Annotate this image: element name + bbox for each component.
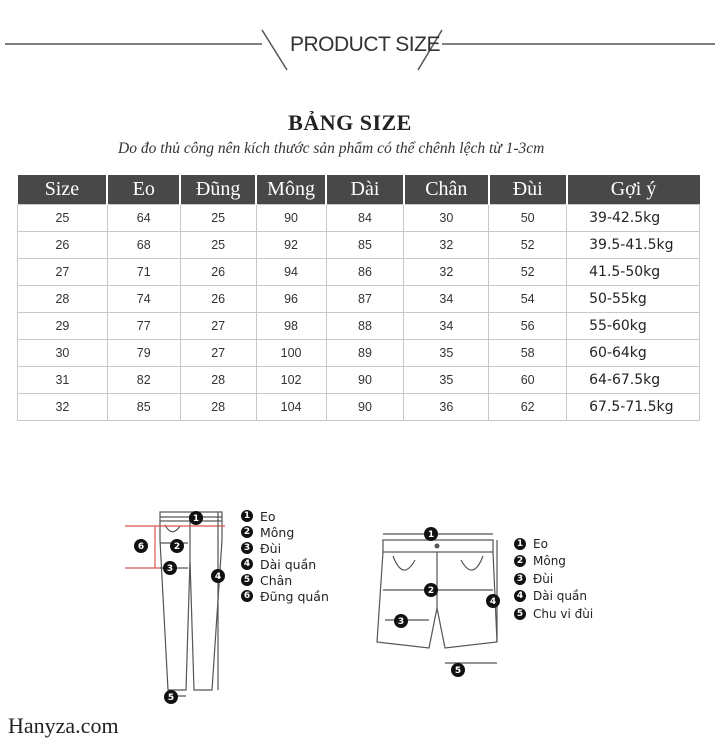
table-cell: 90 — [326, 394, 404, 421]
table-cell: 36 — [404, 394, 489, 421]
table-cell: 27 — [180, 340, 256, 367]
marker-1: 1 — [192, 514, 200, 524]
table-cell: 74 — [107, 286, 180, 313]
page-subtitle: Do đo thủ công nên kích thước sản phẩm có thể chênh lệch từ 1-3cm — [118, 140, 545, 157]
legend-label: Eo — [533, 536, 548, 551]
number-icon: 3 — [514, 573, 526, 585]
table-cell: 77 — [107, 313, 180, 340]
table-cell: 64 — [107, 205, 180, 232]
number-icon: 1 — [241, 510, 253, 522]
table-cell: 52 — [489, 259, 567, 286]
pants-legend — [241, 508, 329, 604]
shorts-marker-1: 1 — [427, 530, 435, 540]
table-cell: 90 — [256, 205, 326, 232]
legend-item — [241, 508, 329, 524]
table-cell: 41.5-50kg — [567, 259, 700, 286]
legend-label: Đùi — [260, 540, 282, 556]
number-icon: 1 — [514, 538, 526, 550]
legend-item — [514, 553, 593, 571]
table-cell: 25 — [180, 205, 256, 232]
table-cell: 26 — [18, 232, 108, 259]
table-row — [18, 259, 700, 286]
table-cell: 26 — [180, 259, 256, 286]
table-cell: 82 — [107, 367, 180, 394]
marker-4: 4 — [214, 572, 222, 582]
legend-item — [241, 556, 329, 572]
number-icon: 2 — [514, 555, 526, 567]
table-cell: 71 — [107, 259, 180, 286]
banner-title: PRODUCT SIZE — [290, 33, 440, 56]
table-row — [18, 367, 700, 394]
table-cell: 25 — [180, 232, 256, 259]
table-cell: 68 — [107, 232, 180, 259]
legend-label: Mông — [260, 524, 295, 540]
pants-diagram — [120, 500, 245, 710]
legend-label: Eo — [260, 508, 276, 524]
shorts-marker-5: 5 — [454, 666, 462, 676]
table-cell: 98 — [256, 313, 326, 340]
size-table — [17, 175, 700, 421]
table-cell: 28 — [180, 367, 256, 394]
table-cell: 92 — [256, 232, 326, 259]
number-icon: 2 — [241, 526, 253, 538]
table-cell: 102 — [256, 367, 326, 394]
legend-label: Dài quần — [533, 589, 587, 604]
table-cell: 88 — [326, 313, 404, 340]
table-cell: 32 — [404, 259, 489, 286]
table-cell: 60-64kg — [567, 340, 700, 367]
table-cell: 104 — [256, 394, 326, 421]
shorts-legend — [514, 535, 593, 623]
table-cell: 58 — [489, 340, 567, 367]
legend-item — [241, 588, 329, 604]
table-cell: 30 — [18, 340, 108, 367]
table-cell: 32 — [18, 394, 108, 421]
legend-item — [514, 535, 593, 553]
shorts-marker-2: 2 — [427, 586, 435, 596]
table-cell: 28 — [180, 394, 256, 421]
table-cell: 50-55kg — [567, 286, 700, 313]
table-cell: 28 — [18, 286, 108, 313]
table-cell: 35 — [404, 340, 489, 367]
table-cell: 29 — [18, 313, 108, 340]
table-cell: 34 — [404, 286, 489, 313]
column-header: Đũng — [180, 175, 256, 205]
table-cell: 52 — [489, 232, 567, 259]
table-cell: 94 — [256, 259, 326, 286]
legend-label: Mông — [533, 554, 566, 569]
marker-5: 5 — [167, 693, 175, 703]
table-header-row — [18, 175, 700, 205]
table-cell: 30 — [404, 205, 489, 232]
table-row — [18, 205, 700, 232]
table-cell: 67.5-71.5kg — [567, 394, 700, 421]
table-cell: 27 — [18, 259, 108, 286]
table-cell: 25 — [18, 205, 108, 232]
table-row — [18, 313, 700, 340]
number-icon: 5 — [514, 608, 526, 620]
site-footer-brand: Hanyza.com — [8, 713, 119, 738]
legend-item — [241, 540, 329, 556]
table-cell: 50 — [489, 205, 567, 232]
page-title: BẢNG SIZE — [288, 110, 412, 135]
table-cell: 26 — [180, 286, 256, 313]
table-cell: 62 — [489, 394, 567, 421]
table-cell: 84 — [326, 205, 404, 232]
table-cell: 27 — [180, 313, 256, 340]
legend-item — [241, 572, 329, 588]
table-row — [18, 232, 700, 259]
table-row — [18, 394, 700, 421]
table-cell: 85 — [107, 394, 180, 421]
column-header: Mông — [256, 175, 326, 205]
table-cell: 55-60kg — [567, 313, 700, 340]
table-cell: 32 — [404, 232, 489, 259]
marker-3: 3 — [166, 564, 174, 574]
marker-2: 2 — [173, 542, 181, 552]
table-row — [18, 286, 700, 313]
table-cell: 100 — [256, 340, 326, 367]
number-icon: 4 — [514, 590, 526, 602]
table-row — [18, 340, 700, 367]
table-cell: 56 — [489, 313, 567, 340]
column-header: Size — [18, 175, 108, 205]
number-icon: 5 — [241, 574, 253, 586]
shorts-marker-3: 3 — [397, 617, 405, 627]
table-cell: 86 — [326, 259, 404, 286]
table-cell: 79 — [107, 340, 180, 367]
table-cell: 35 — [404, 367, 489, 394]
legend-label: Dài quần — [260, 556, 317, 572]
legend-item — [514, 605, 593, 623]
legend-item — [514, 588, 593, 606]
column-header: Gợi ý — [567, 175, 700, 205]
table-cell: 39-42.5kg — [567, 205, 700, 232]
legend-label: Chu vi đùi — [533, 606, 594, 621]
table-cell: 96 — [256, 286, 326, 313]
table-cell: 39.5-41.5kg — [567, 232, 700, 259]
column-header: Đùi — [489, 175, 567, 205]
table-cell: 54 — [489, 286, 567, 313]
number-icon: 3 — [241, 542, 253, 554]
table-cell: 60 — [489, 367, 567, 394]
number-icon: 6 — [241, 590, 253, 602]
column-header: Chân — [404, 175, 489, 205]
legend-label: Đùi — [533, 571, 554, 586]
table-cell: 64-67.5kg — [567, 367, 700, 394]
marker-6: 6 — [137, 542, 145, 552]
table-cell: 89 — [326, 340, 404, 367]
column-header: Dài — [326, 175, 404, 205]
legend-label: Đũng quần — [260, 588, 329, 604]
table-cell: 31 — [18, 367, 108, 394]
table-cell: 87 — [326, 286, 404, 313]
shorts-marker-4: 4 — [489, 597, 497, 607]
column-header: Eo — [107, 175, 180, 205]
table-cell: 34 — [404, 313, 489, 340]
legend-label: Chân — [260, 572, 293, 588]
legend-item — [241, 524, 329, 540]
table-cell: 90 — [326, 367, 404, 394]
legend-item — [514, 570, 593, 588]
number-icon: 4 — [241, 558, 253, 570]
shorts-diagram — [375, 520, 510, 680]
table-cell: 85 — [326, 232, 404, 259]
